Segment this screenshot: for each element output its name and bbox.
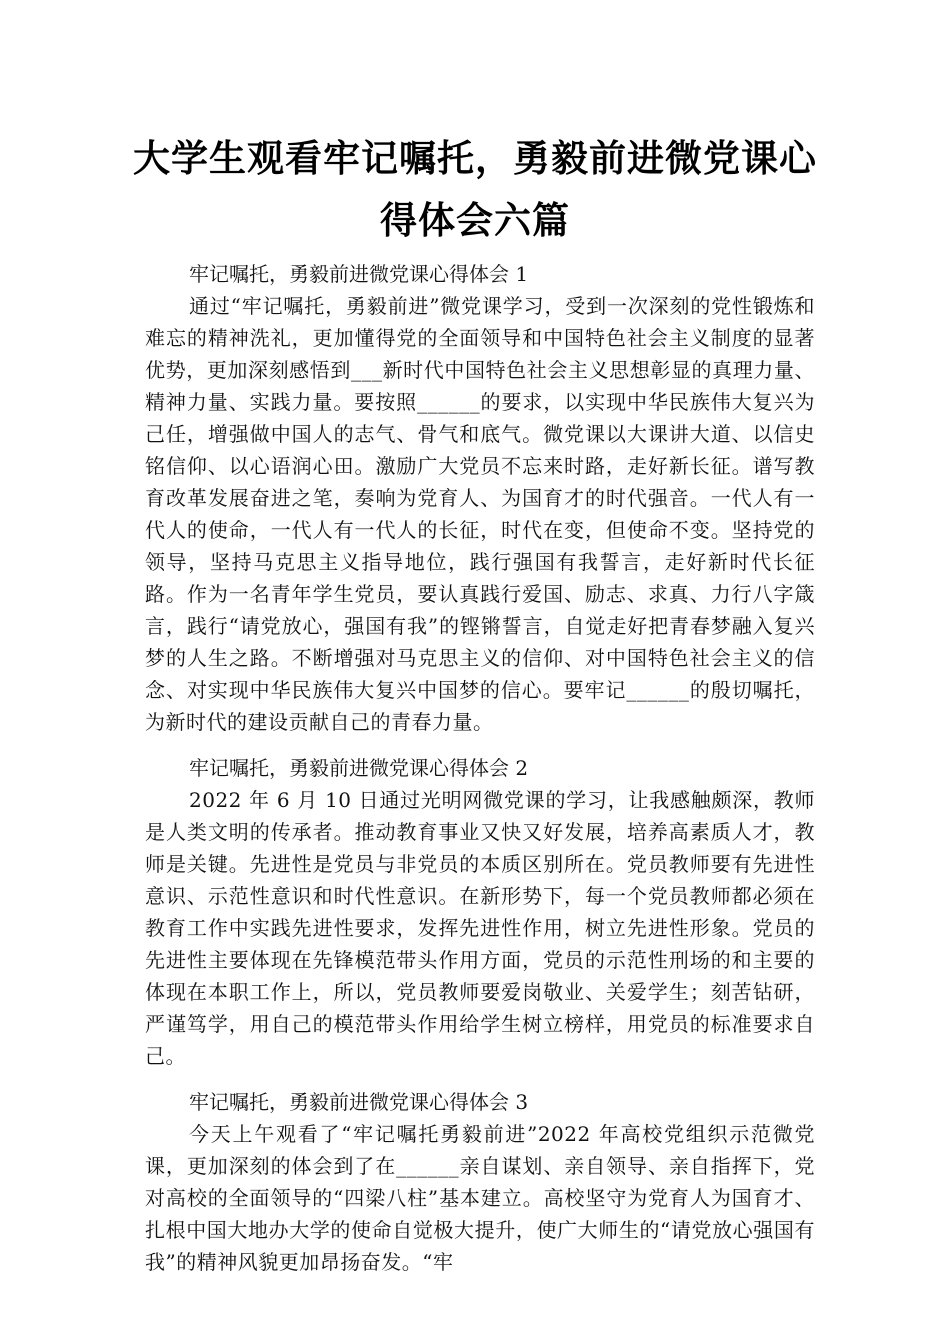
document-body xyxy=(145,258,815,1292)
document-title xyxy=(120,128,830,252)
title-line-2: 得体会六篇 xyxy=(380,199,570,242)
section-1 xyxy=(145,258,815,738)
title-line-1: 大学生观看牢记嘱托，勇毅前进微党课心 xyxy=(133,137,817,180)
section-3 xyxy=(145,1086,815,1278)
section-paragraph: 通过“牢记嘱托，勇毅前进”微党课学习，受到一次深刻的党性锻炼和难忘的精神洗礼，更加懂得党的全面领导和中国特色社会主义制度的显著优势，更加深刻感悟到___新时代中国特色社会主义思想彰显的真理力量、精神力量、实践力量。要按照______的要求，以实现中华民族伟大复兴为己任，增强做中国人的志气、骨气和底气。微党课以大课讲大道、以信史铭信仰、以心语润心田。激励广大党员不忘来时路，走好新长征。谱写教育改革发展奋进之笔，奏响为党育人、为国育才的时代强音。一代人有一代人的使命，一代人有一代人的长征，时代在变，但使命不变。坚持党的领导，坚持马克思主义指导地位，践行强国有我誓言，走好新时代长征路。作为一名青年学生党员，要认真践行爱国、励志、求真、力行八字箴言，践行“请党放心，强国有我”的铿锵誓言，自觉走好把青春梦融入复兴梦的人生之路。不断增强对马克思主义的信仰、对中国特色社会主义的信念、对实现中华民族伟大复兴中国梦的信心。要牢记______的殷切嘱托，为新时代的建设贡献自己的青春力量。 xyxy=(145,294,815,734)
section-heading: 牢记嘱托，勇毅前进微党课心得体会 1 xyxy=(189,262,529,286)
section-paragraph: 2022 年 6 月 10 日通过光明网微党课的学习，让我感触颇深，教师是人类文明的传承者。推动教育事业又快又好发展，培养高素质人才，教师是关键。先进性是党员与非党员的本质区别所在。党员教师要有先进性意识、示范性意识和时代性意识。在新形势下，每一个党员教师都必须在教育工作中实践先进性要求，发挥先进性作用，树立先进性形象。党员的先进性主要体现在先锋模范带头作用方面，党员的示范性刑场的和主要的体现在本职工作上，所以，党员教师要爱岗敬业、关爱学生；刻苦钻研，严谨笃学，用自己的模范带头作用给学生树立榜样，用党员的标准要求自己。 xyxy=(145,788,815,1068)
section-heading: 牢记嘱托，勇毅前进微党课心得体会 2 xyxy=(189,756,529,780)
section-heading: 牢记嘱托，勇毅前进微党课心得体会 3 xyxy=(189,1090,529,1114)
section-paragraph: 今天上午观看了“牢记嘱托勇毅前进”2022 年高校党组织示范微党课，更加深刻的体会到了在______亲自谋划、亲自领导、亲自指挥下，党对高校的全面领导的“四梁八柱”基本建立。高校坚守为党育人为国育才、扎根中国大地办大学的使命自觉极大提升，使广大师生的“请党放心强国有我”的精神风貌更加昂扬奋发。“牢 xyxy=(145,1122,815,1274)
section-2 xyxy=(145,752,815,1072)
